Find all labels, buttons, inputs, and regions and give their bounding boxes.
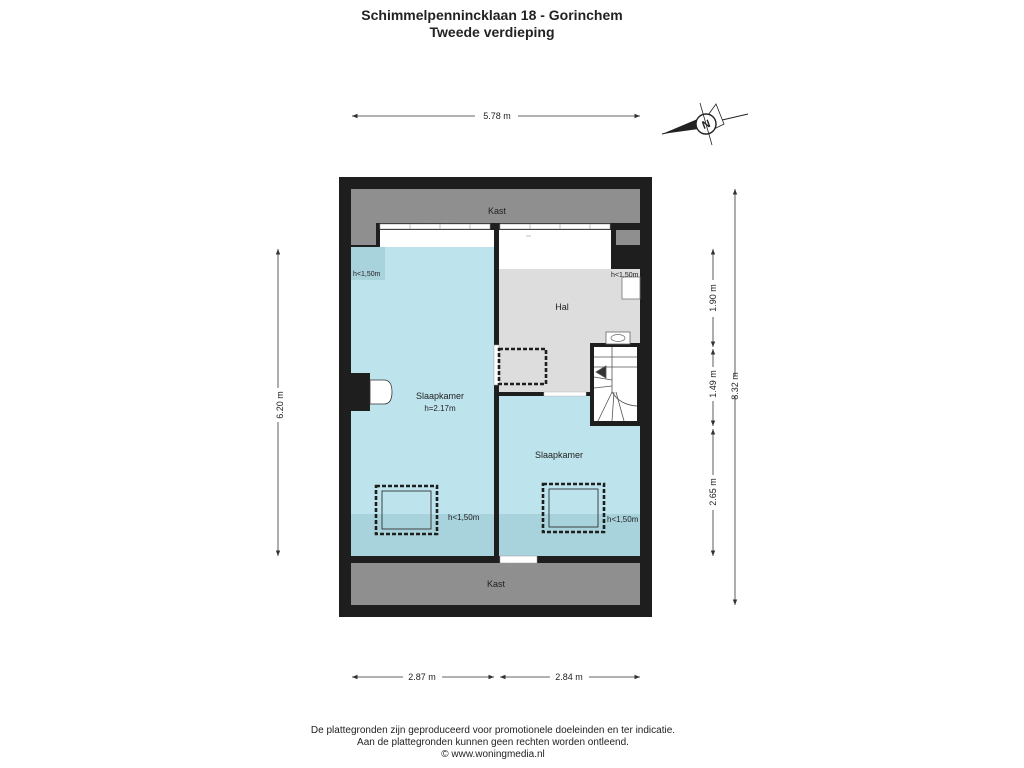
interior-wall-vertical bbox=[494, 230, 499, 556]
door-bottom-kast bbox=[500, 556, 537, 563]
interior-wall-kast-right bbox=[611, 223, 616, 247]
interior-wall-stub bbox=[586, 392, 592, 396]
sliding-door-left bbox=[380, 224, 490, 229]
footer-disclaimer-1: De plattegronden zijn geproduceerd voor promotionele doeleinden en ter indicatie. bbox=[310, 725, 676, 736]
dimension-right-total: 8.32 m bbox=[730, 372, 740, 400]
stairs bbox=[594, 347, 637, 421]
plan-floor-name: Tweede verdieping bbox=[429, 24, 555, 40]
footer-copyright: © www.woningmedia.nl bbox=[441, 749, 545, 760]
toilet-icon bbox=[370, 380, 392, 404]
dimension-left-height: 6.20 m bbox=[275, 391, 285, 419]
label-bedroom-left: Slaapkamer bbox=[415, 391, 465, 401]
door-right-bedroom bbox=[544, 392, 586, 396]
footer-disclaimer-2: Aan de plattegronden kunnen geen rechten worden ontleend. bbox=[357, 737, 629, 748]
interior-wall-bottom bbox=[351, 556, 640, 563]
plan-address: Schimmelpennincklaan 18 - Gorinchem bbox=[361, 7, 623, 23]
dimension-top-width: 5.78 m bbox=[483, 111, 511, 121]
height-note-right-bottom: h<1,50m bbox=[607, 515, 639, 524]
dimension-right-upper: 1.90 m bbox=[708, 284, 718, 312]
basin-icon bbox=[606, 332, 630, 344]
dimension-right-lower: 2.65 m bbox=[708, 478, 718, 506]
height-note-left-top: h<1,50m bbox=[353, 271, 381, 278]
cabinet-icon bbox=[351, 373, 370, 411]
compass-icon bbox=[662, 103, 748, 145]
dimension-bottom-left: 2.87 m bbox=[408, 672, 436, 682]
left-closet bbox=[379, 230, 494, 247]
wall-unit-icon bbox=[622, 277, 640, 299]
interior-wall-kast-left bbox=[376, 223, 380, 247]
label-kast-bottom: Kast bbox=[486, 579, 506, 589]
height-note-left-bottom: h<1,50m bbox=[448, 513, 480, 522]
label-bedroom-left-height: h=2.17m bbox=[424, 404, 456, 413]
label-kast-top: Kast bbox=[487, 206, 507, 216]
sliding-door-right bbox=[500, 224, 610, 229]
height-note-hal: h<1,50m bbox=[611, 272, 639, 279]
dimension-right-middle: 1.49 m bbox=[708, 370, 718, 398]
storage-top-left-ext bbox=[351, 223, 376, 245]
interior-wall-hall-bed bbox=[499, 392, 544, 396]
dimension-bottom-right: 2.84 m bbox=[555, 672, 583, 682]
compass-letter: N bbox=[700, 117, 713, 132]
label-hal: Hal bbox=[555, 302, 569, 312]
label-bedroom-right: Slaapkamer bbox=[534, 450, 584, 460]
hall-closet bbox=[499, 230, 611, 269]
